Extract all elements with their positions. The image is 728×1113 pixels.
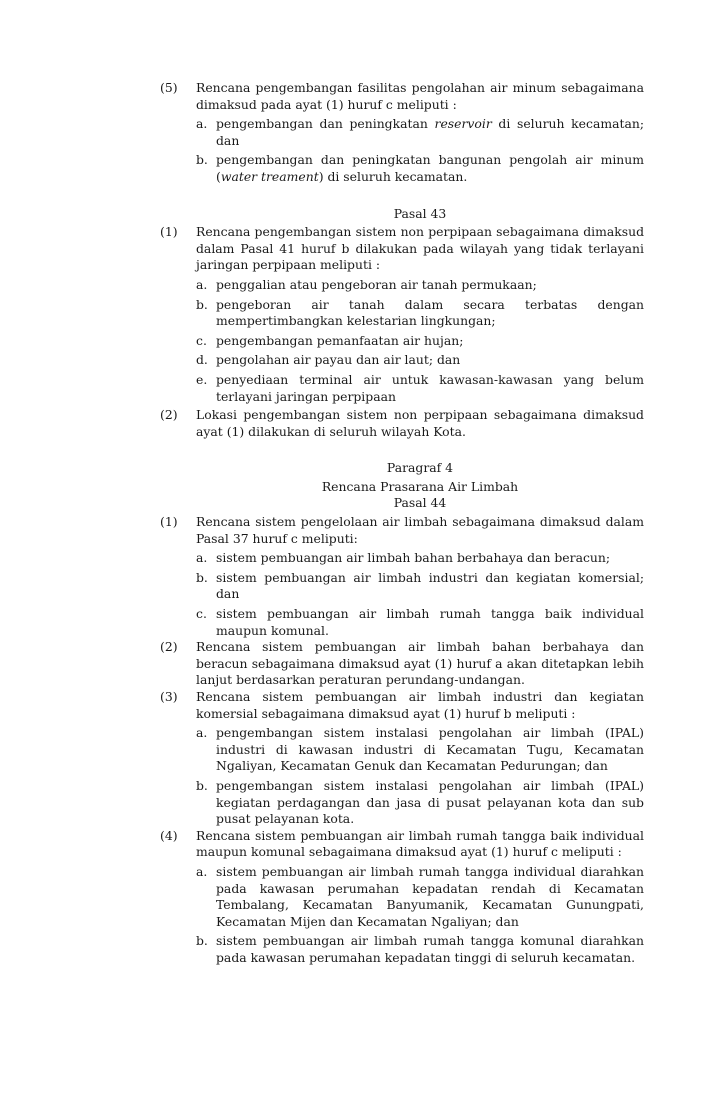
sub-item-b (196, 152, 644, 185)
sub-item (196, 778, 644, 828)
clause-2 (160, 407, 644, 440)
sub-letter: a. (196, 863, 208, 879)
sub-letter: b. (196, 152, 208, 168)
sub-item (196, 297, 644, 330)
clause-number: (4) (160, 827, 178, 843)
sub-text-part: ) di seluruh kecamatan. (318, 168, 468, 184)
sub-item (196, 864, 644, 930)
sub-text (216, 152, 644, 185)
sub-text: sistem pembuangan air limbah bahan berbahaya dan beracun; (216, 550, 611, 566)
sub-letter: a. (196, 276, 208, 292)
sub-item (196, 333, 644, 350)
sub-letter: b. (196, 933, 208, 949)
clause-2 (160, 639, 644, 689)
sub-letter: a. (196, 550, 208, 566)
clause-3 (160, 689, 644, 722)
sub-letter: b. (196, 777, 208, 793)
sub-item-a (196, 116, 644, 149)
sub-text: pengeboran air tanah dalam secara terbatas dengan mempertimbangkan kelestarian lingkungan; (216, 296, 644, 329)
sub-letter: a. (196, 116, 208, 132)
clause-text: Rencana pengembangan fasilitas pengolahan air minum sebagaimana dimaksud pada ayat (1) huruf c meliputi : (196, 80, 644, 112)
clause-text: Rencana sistem pembuangan air limbah bahan berbahaya dan beracun sebagaimana dimaksud ayat (1) huruf a akan ditetapkan lebih lanjut berdasarkan peraturan perundang-undangan. (196, 639, 644, 688)
sub-item (196, 277, 644, 294)
sub-item (196, 372, 644, 405)
article-heading: Pasal 43 (393, 205, 447, 221)
sub-letter: d. (196, 352, 208, 368)
clause-5 (160, 80, 644, 113)
sub-text: pengolahan air payau dan air laut; dan (216, 352, 461, 368)
sub-text-part: pengembangan dan peningkatan (216, 116, 435, 132)
sub-item (196, 933, 644, 966)
clause-1 (160, 224, 644, 274)
clause-number: (2) (160, 407, 178, 423)
clause-text: Lokasi pengembangan sistem non perpipaan sebagaimana dimaksud ayat (1) dilakukan di seluruh wilayah Kota. (196, 407, 644, 439)
sub-text: penggalian atau pengeboran air tanah permukaan; (216, 276, 537, 292)
sub-text-italic: reservoir (434, 116, 492, 132)
sub-text: sistem pembuangan air limbah industri dan kegiatan komersial; dan (216, 569, 644, 602)
sub-item (196, 570, 644, 603)
document-content (160, 80, 644, 967)
sub-text: sistem pembuangan air limbah rumah tangga individual diarahkan pada kawasan perumahan kepadatan rendah di Kecamatan Tembalang, Kecamatan Banyumanik, Kecamatan Gunungpati, Kecamatan Mijen dan Kecamatan Ngaliyan; dan (216, 863, 644, 929)
sub-item (196, 352, 644, 369)
clause-text: Rencana sistem pengelolaan air limbah sebagaimana dimaksud dalam Pasal 37 huruf c meliputi: (196, 514, 644, 546)
sub-text: sistem pembuangan air limbah rumah tangga baik individual maupun komunal. (216, 606, 644, 638)
sub-text (216, 116, 644, 149)
document-page (0, 80, 728, 967)
clause-text: Rencana sistem pembuangan air limbah rumah tangga baik individual maupun komunal sebagaimana dimaksud ayat (1) huruf c meliputi : (196, 827, 644, 860)
sub-letter: b. (196, 569, 208, 585)
clause-number: (1) (160, 224, 178, 240)
sub-letter: e. (196, 371, 208, 387)
clause-number: (5) (160, 80, 178, 95)
sub-text: pengembangan sistem instalasi pengolahan air limbah (IPAL) industri di kawasan industri di Kecamatan Tugu, Kecamatan Ngaliyan, Kecamatan Genuk dan Kecamatan Pedurungan; dan (216, 725, 644, 774)
sub-letter: c. (196, 606, 207, 622)
sub-letter: c. (196, 332, 207, 348)
clause-4 (160, 828, 644, 861)
sub-text-italic: water treament (220, 168, 319, 184)
article-heading: Pasal 44 (393, 495, 447, 511)
sub-text: sistem pembuangan air limbah rumah tangga komunal diarahkan pada kawasan perumahan kepadatan tinggi di seluruh kecamatan. (216, 933, 644, 965)
sub-text: pengembangan sistem instalasi pengolahan air limbah (IPAL) kegiatan perdagangan dan jasa di pusat pelayanan kota dan sub pusat pelayanan kota. (216, 777, 644, 827)
clause-1 (160, 514, 644, 547)
clause-text: Rencana pengembangan sistem non perpipaan sebagaimana dimaksud dalam Pasal 41 huruf b dilakukan pada wilayah yang tidak terlayani jaringan perpipaan meliputi : (196, 224, 644, 273)
sub-item (196, 725, 644, 775)
sub-text: pengembangan pemanfaatan air hujan; (216, 332, 464, 348)
sub-item (196, 550, 644, 567)
sub-item (196, 606, 644, 639)
clause-number: (1) (160, 514, 178, 530)
clause-text: Rencana sistem pembuangan air limbah industri dan kegiatan komersial sebagaimana dimaksud ayat (1) huruf b meliputi : (196, 689, 644, 721)
paragraph-subtitle: Rencana Prasarana Air Limbah (321, 478, 519, 494)
paragraph-heading: Paragraf 4 (386, 460, 454, 476)
clause-number: (3) (160, 689, 178, 704)
sub-text-part: pengembangan dan peningkatan bangunan pengolah air minum ( (216, 152, 644, 184)
sub-text-part: di seluruh kecamatan; dan (216, 116, 644, 148)
clause-number: (2) (160, 639, 178, 655)
sub-letter: a. (196, 725, 208, 741)
sub-text: penyediaan terminal air untuk kawasan-kawasan yang belum terlayani jaringan perpipaan (216, 371, 644, 404)
sub-letter: b. (196, 296, 208, 312)
